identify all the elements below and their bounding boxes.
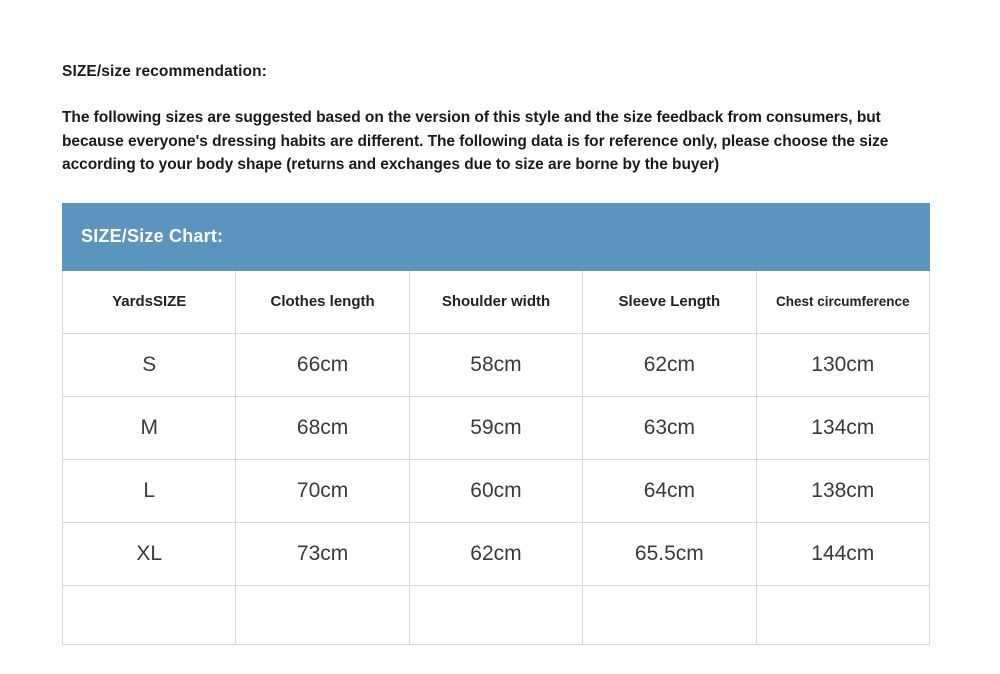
table-row bbox=[63, 459, 930, 522]
cell-size: L bbox=[63, 459, 236, 522]
header-clothes-length: Clothes length bbox=[236, 270, 409, 333]
chart-title-cell: SIZE/Size Chart: bbox=[63, 203, 930, 270]
cell-shoulder-width: 59cm bbox=[409, 396, 582, 459]
size-chart-table bbox=[62, 203, 930, 645]
cell-sleeve-length: 65.5cm bbox=[583, 522, 756, 585]
cell-sleeve-length: 62cm bbox=[583, 333, 756, 396]
cell-chest-circumference: 134cm bbox=[756, 396, 929, 459]
size-table-container bbox=[62, 203, 930, 645]
cell-chest-circumference: 130cm bbox=[756, 333, 929, 396]
cell-clothes-length: 73cm bbox=[236, 522, 409, 585]
table-row bbox=[63, 522, 930, 585]
cell-size: XL bbox=[63, 522, 236, 585]
header-sleeve-length: Sleeve Length bbox=[583, 270, 756, 333]
header-yards-size: YardsSIZE bbox=[63, 270, 236, 333]
cell-chest-circumference bbox=[756, 585, 929, 644]
cell-shoulder-width: 60cm bbox=[409, 459, 582, 522]
cell-sleeve-length: 64cm bbox=[583, 459, 756, 522]
cell-shoulder-width: 58cm bbox=[409, 333, 582, 396]
cell-size bbox=[63, 585, 236, 644]
cell-chest-circumference: 138cm bbox=[756, 459, 929, 522]
cell-shoulder-width bbox=[409, 585, 582, 644]
cell-size: S bbox=[63, 333, 236, 396]
page-title: SIZE/size recommendation: bbox=[62, 63, 267, 80]
intro-paragraph: The following sizes are suggested based on the version of this style and the size feedback from consumers, but because everyone's dressing habits are different. The following data is for reference only, please choose the size according to your body shape (returns and exchanges due to size are borne by the buyer) bbox=[62, 109, 889, 174]
table-row bbox=[63, 333, 930, 396]
cell-clothes-length: 70cm bbox=[236, 459, 409, 522]
cell-clothes-length: 68cm bbox=[236, 396, 409, 459]
table-header-row bbox=[63, 270, 930, 333]
cell-sleeve-length bbox=[583, 585, 756, 644]
cell-chest-circumference: 144cm bbox=[756, 522, 929, 585]
cell-sleeve-length: 63cm bbox=[583, 396, 756, 459]
cell-clothes-length: 66cm bbox=[236, 333, 409, 396]
cell-shoulder-width: 62cm bbox=[409, 522, 582, 585]
cell-clothes-length bbox=[236, 585, 409, 644]
chart-title-row bbox=[63, 203, 930, 270]
table-row bbox=[63, 396, 930, 459]
cell-size: M bbox=[63, 396, 236, 459]
header-shoulder-width: Shoulder width bbox=[409, 270, 582, 333]
header-chest-circumference: Chest circumference bbox=[756, 270, 929, 333]
table-row-empty bbox=[63, 585, 930, 644]
